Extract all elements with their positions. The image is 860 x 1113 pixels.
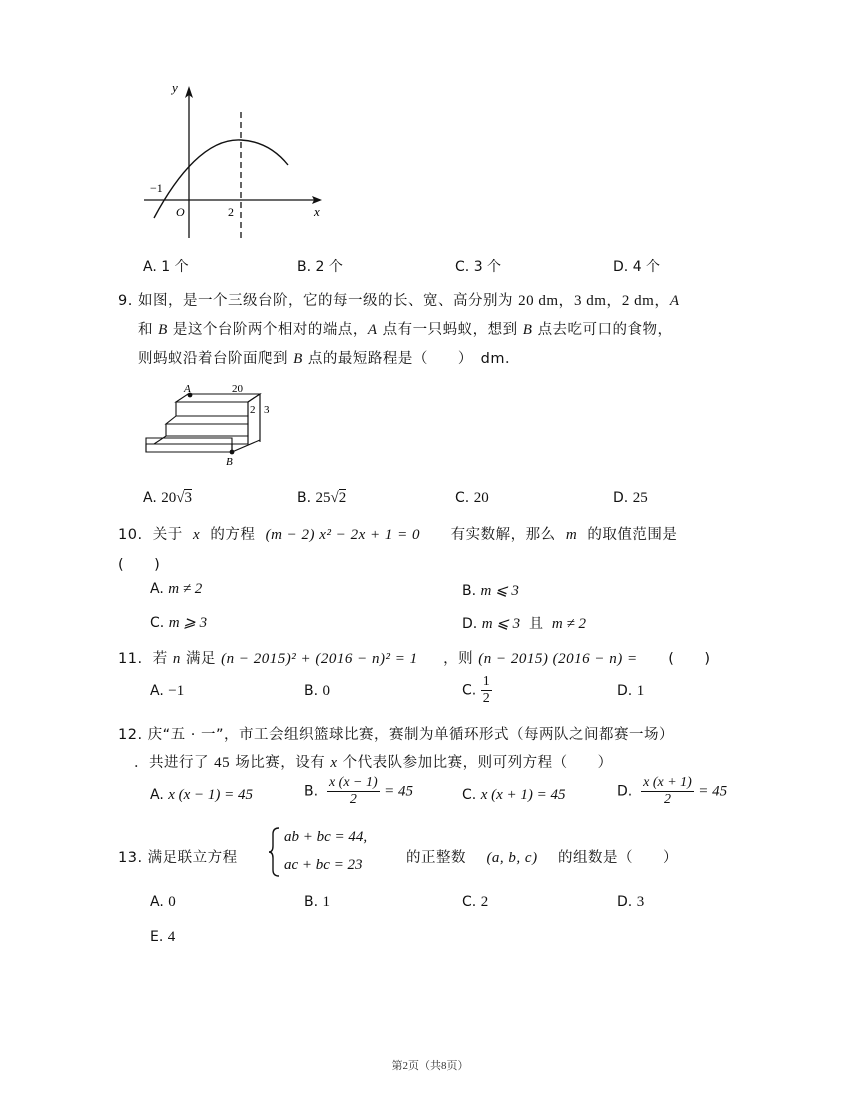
tick-2: 2 [228,205,234,219]
q12-line2: ．共进行了 45 场比赛，设有 x 个代表队参加比赛，则可列方程（ ） [134,755,613,771]
q9-line1: 9. 如图，是一个三级台阶，它的每一级的长、宽、高分别为 20 dm，3 dm，2 dm，A [118,293,680,309]
q11-option-c[interactable]: C. $\frac{1}{2}$ [462,674,490,706]
q13-eq2: ac + bc = 23 [284,857,363,873]
q8-option-c[interactable]: C. 3 个 [455,259,502,275]
fig-label-3: 3 [264,404,270,416]
q9-option-a[interactable]: A. 20√3 [143,490,192,506]
q13-option-c[interactable]: C. 2 [462,894,489,910]
q12-option-b[interactable]: B. $\frac{x (x - 1)}{2}$ = 45 [304,775,413,807]
q9-option-b[interactable]: B. 25√2 [297,490,347,506]
q13-option-a[interactable]: A. 0 [150,894,176,910]
q13-option-b[interactable]: B. 1 [304,894,331,910]
q11-option-b[interactable]: B. 0 [304,683,331,699]
fig-label-b: B [226,456,233,468]
q13-option-d[interactable]: D. 3 [617,894,645,910]
q13-option-e[interactable]: E. 4 [150,929,176,945]
q9-option-c[interactable]: C. 20 [455,490,489,506]
q9-line3: 则蚂蚁沿着台阶面爬到 B 点的最短路程是（ ） dm． [138,351,520,367]
q11-option-a[interactable]: A. −1 [150,683,185,699]
parabola [154,140,288,218]
staircase-figure [140,382,290,468]
parabola-curve [152,136,288,223]
fig-label-a: A [184,383,191,395]
q8-option-d[interactable]: D. 4 个 [613,259,661,275]
q10-option-b[interactable]: B. m ⩽ 3 [462,583,519,599]
q10-option-c[interactable]: C. m ⩾ 3 [150,615,208,631]
q11-option-d[interactable]: D. 1 [617,683,645,699]
q9-line2: 和 B 是这个台阶两个相对的端点，A 点有一只蚂蚁，想到 B 点去吃可口的食物， [138,322,673,338]
q8-option-b[interactable]: B. 2 个 [297,259,343,275]
tick-neg1: −1 [150,181,163,195]
q12-option-a[interactable]: A. x (x − 1) = 45 [150,787,254,803]
q10-option-a[interactable]: A. m ≠ 2 [150,581,203,597]
q8-option-a[interactable]: A. 1 个 [143,259,189,275]
origin-label: O [176,205,185,219]
q10-option-d[interactable]: D. m ⩽ 3 且 m ≠ 2 [462,616,586,632]
q10-paren: ( ) [118,557,161,573]
q12-option-d[interactable]: D. $\frac{x (x + 1)}{2}$ = 45 [617,775,728,807]
q12-line1: 12. 庆“五 · 一”，市工会组织篮球比赛，赛制为单循环形式（每两队之间都赛一场） [118,727,675,743]
q10-line1: 10. 关于 x 的方程 (m − 2) x² − 2x + 1 = 0 有实数解，那么 m 的取值范围是 [118,527,678,543]
fig-label-20: 20 [232,383,243,395]
parabola-graph [138,78,328,243]
point-b-dot [230,450,235,455]
y-label: y [172,80,178,95]
q12-option-c[interactable]: C. x (x + 1) = 45 [462,787,566,803]
page-footer: 第2页（共8页） [391,1060,469,1072]
x-label: x [314,204,320,219]
q13-stem-tail: 的正整数 (a, b, c) 的组数是（ ） [406,850,679,866]
q11-line1: 11. 若 n 满足 (n − 2015)² + (2016 − n)² = 1 ，则 (n − 2015) (2016 − n) = ( ) [118,651,711,667]
q13-eq1: ab + bc = 44, [284,829,368,845]
q9-option-d[interactable]: D. 25 [613,490,648,506]
equation-brace [268,826,282,878]
q13-stem: 13. 满足联立方程 [118,850,238,866]
fig-label-2: 2 [250,404,256,416]
